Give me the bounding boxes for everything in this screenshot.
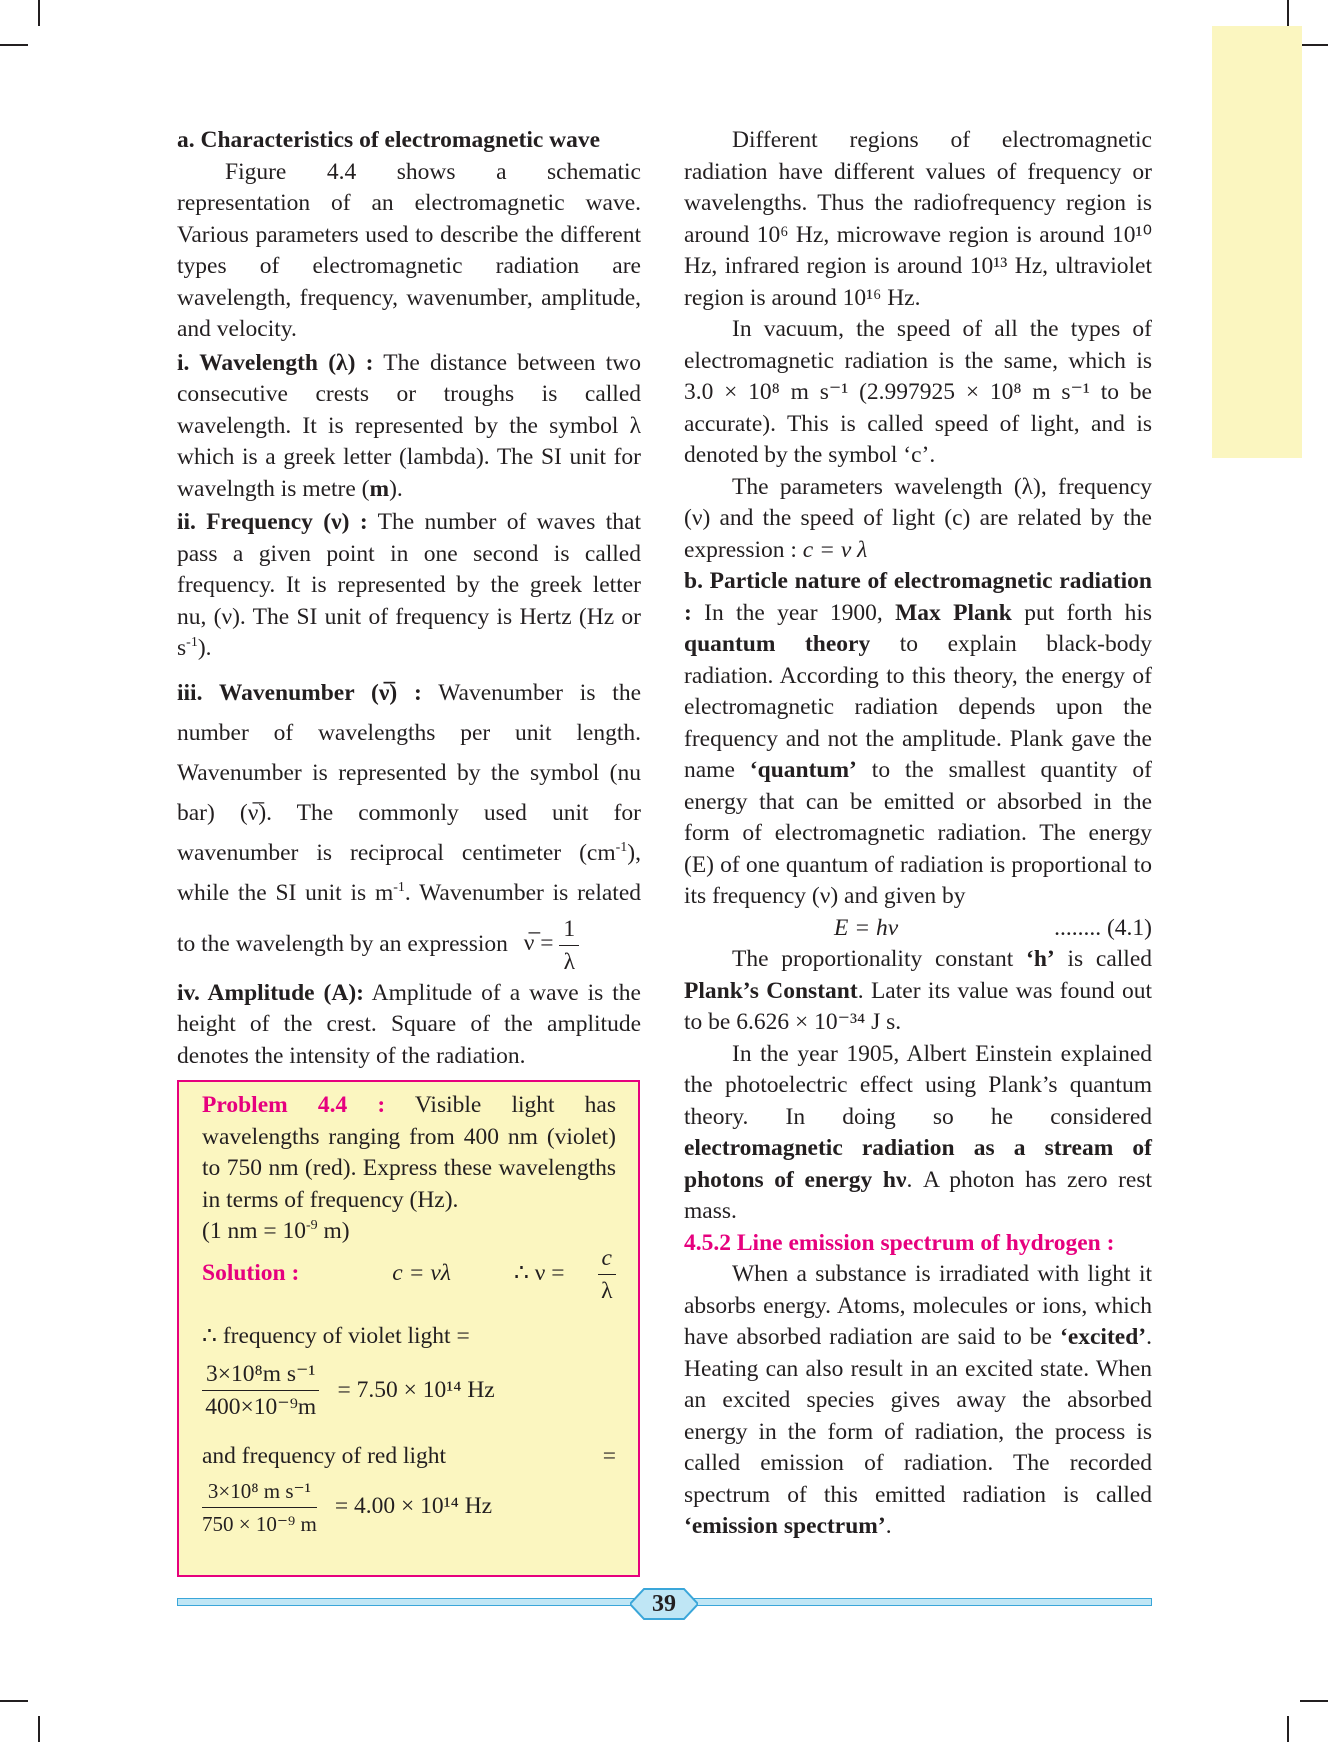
paragraph-amplitude: iv. Amplitude (A): Amplitude of a wave is the height of the crest. Square of the amplitude denotes the intensity of the radiation.: [177, 979, 641, 1069]
paragraph-parameters: The parameters wavelength (λ), frequency (ν) and the speed of light (c) are related by the expression : c = ν λ: [684, 473, 1152, 563]
paragraph-einstein: In the year 1905, Albert Einstein explained the photoelectric effect using Plank’s quantum theory. In doing so he considered electromagnetic radiation as a stream of photons of energy hν. A photon has zero rest mass.: [684, 1040, 1152, 1224]
left-column: [177, 125, 641, 1072]
paragraph-characteristics: Figure 4.4 shows a schematic representation of an electromagnetic wave. Various parameters used to describe the different types of electromagnetic radiation are wavelength, frequency, wavenumber, amplitude, and velocity.: [177, 158, 641, 342]
chapter-tab: [1212, 26, 1302, 458]
footer-rule-right: [693, 1598, 1152, 1606]
crop-mark: [0, 44, 28, 46]
crop-mark: [38, 1716, 40, 1742]
crop-mark: [1300, 1700, 1328, 1702]
paragraph-wavelength: i. Wavelength (λ) : The distance between two consecutive crests or troughs is called wavelength. It is represented by the symbol λ which is a greek letter (lambda). The SI unit for wavelngth is metre (m).: [177, 349, 641, 502]
crop-mark: [38, 0, 40, 26]
section-heading-4-5-2: 4.5.2 Line emission spectrum of hydrogen :: [684, 1229, 1115, 1256]
crop-mark: [0, 1700, 28, 1702]
problem-statement: Problem 4.4 : Visible light has wavelengths ranging from 400 nm (violet) to 750 nm (red). Express these wavelengths in terms of frequency (Hz).: [202, 1092, 616, 1213]
crop-mark: [1300, 44, 1328, 46]
paragraph-emission: When a substance is irradiated with light it absorbs energy. Atoms, molecules or ions, which have absorbed radiation are said to be ‘excited’. Heating can also result in an excited state. When an excited species gives away the absorbed energy in the form of radiation, the process is called emission of radiation. The recorded spectrum of this emitted radiation is called ‘emission spectrum’.: [684, 1261, 1152, 1539]
equation-4-1: E = hν ........ (4.1): [834, 914, 1152, 941]
wavenumber-equation: ν̅ = $\frac{1}{\lambda}$: [524, 930, 579, 956]
paragraph-regions: Different regions of electromagnetic radiation have different values of frequency or wavelengths. Thus the radiofrequency region is around 10⁶ Hz, microwave region is around 10¹⁰ Hz, infrared region is around 10¹³ Hz, ultraviolet region is around 10¹⁶ Hz.: [684, 127, 1152, 311]
paragraph-wavenumber: iii. Wavenumber (ν̅) : Wavenumber is the number of wavelengths per unit length. Wavenumber is represented by the symbol (nu bar) (ν̅). The commonly used unit for wavenumber is reciprocal centimeter $(cm^{-1})$, while the SI unit is $m^{-1}$. Wavenumber is related to the wavelength by an expression ν̅ = $\frac{1}{\lambda}$: [177, 679, 641, 975]
paragraph-speed: In vacuum, the speed of all the types of electromagnetic radiation is the same, which is 3.0 × 10⁸ m s⁻¹ (2.997925 × 10⁸ m s⁻¹ to be accurate). This is called speed of light, and is denoted by the symbol ‘c’.: [684, 316, 1152, 468]
nm-definition: (1 nm = $10^{-9}$ m): [202, 1218, 350, 1244]
red-line: and frequency of red light =: [202, 1443, 616, 1469]
red-calculation: $\frac{\text{3×10⁸ m s⁻¹}}{\text{750 × 10⁻⁹ m}}$ = 4.00 × 10¹⁴ Hz: [202, 1475, 616, 1540]
violet-calculation: $\frac{\text{3×10⁸m s⁻¹}}{\text{400×10⁻⁹m}}$ = 7.50 × 10¹⁴ Hz: [202, 1358, 616, 1423]
crop-mark: [1287, 0, 1289, 26]
page-number: 39: [652, 1591, 676, 1617]
paragraph-particle-nature: b. Particle nature of electromagnetic radiation : In the year 1900, Max Plank put forth his quantum theory to explain black-body radiation. According to this theory, the energy of electromagnetic radiation depends upon the frequency and not the amplitude. Plank gave the name ‘quantum’ to the smallest quantity of energy that can be emitted or absorbed in the form of electromagnetic radiation. The energy (E) of one quantum of radiation is proportional to its frequency (ν) and given by: [684, 568, 1153, 909]
paragraph-frequency: ii. Frequency (ν) : The number of waves that pass a given point in one second is called frequency. It is represented by the greek letter nu, (ν). The SI unit of frequency is Hertz (Hz or $s^{-1}$).: [177, 509, 642, 661]
right-column: [684, 125, 1152, 1543]
heading-characteristics: a. Characteristics of electromagnetic wave: [177, 127, 601, 153]
solution-line: Solution : c = νλ ∴ ν = $\frac{c}{\lambda}$: [202, 1242, 616, 1307]
paragraph-plank-constant: The proportionality constant ‘h’ is called Plank’s Constant. Later its value was found out to be 6.626 × 10⁻³⁴ J s.: [684, 946, 1153, 1035]
crop-mark: [1287, 1716, 1289, 1742]
problem-box: [177, 1080, 640, 1577]
violet-line: ∴ frequency of violet light =: [202, 1322, 470, 1349]
footer-rule-left: [177, 1598, 635, 1606]
